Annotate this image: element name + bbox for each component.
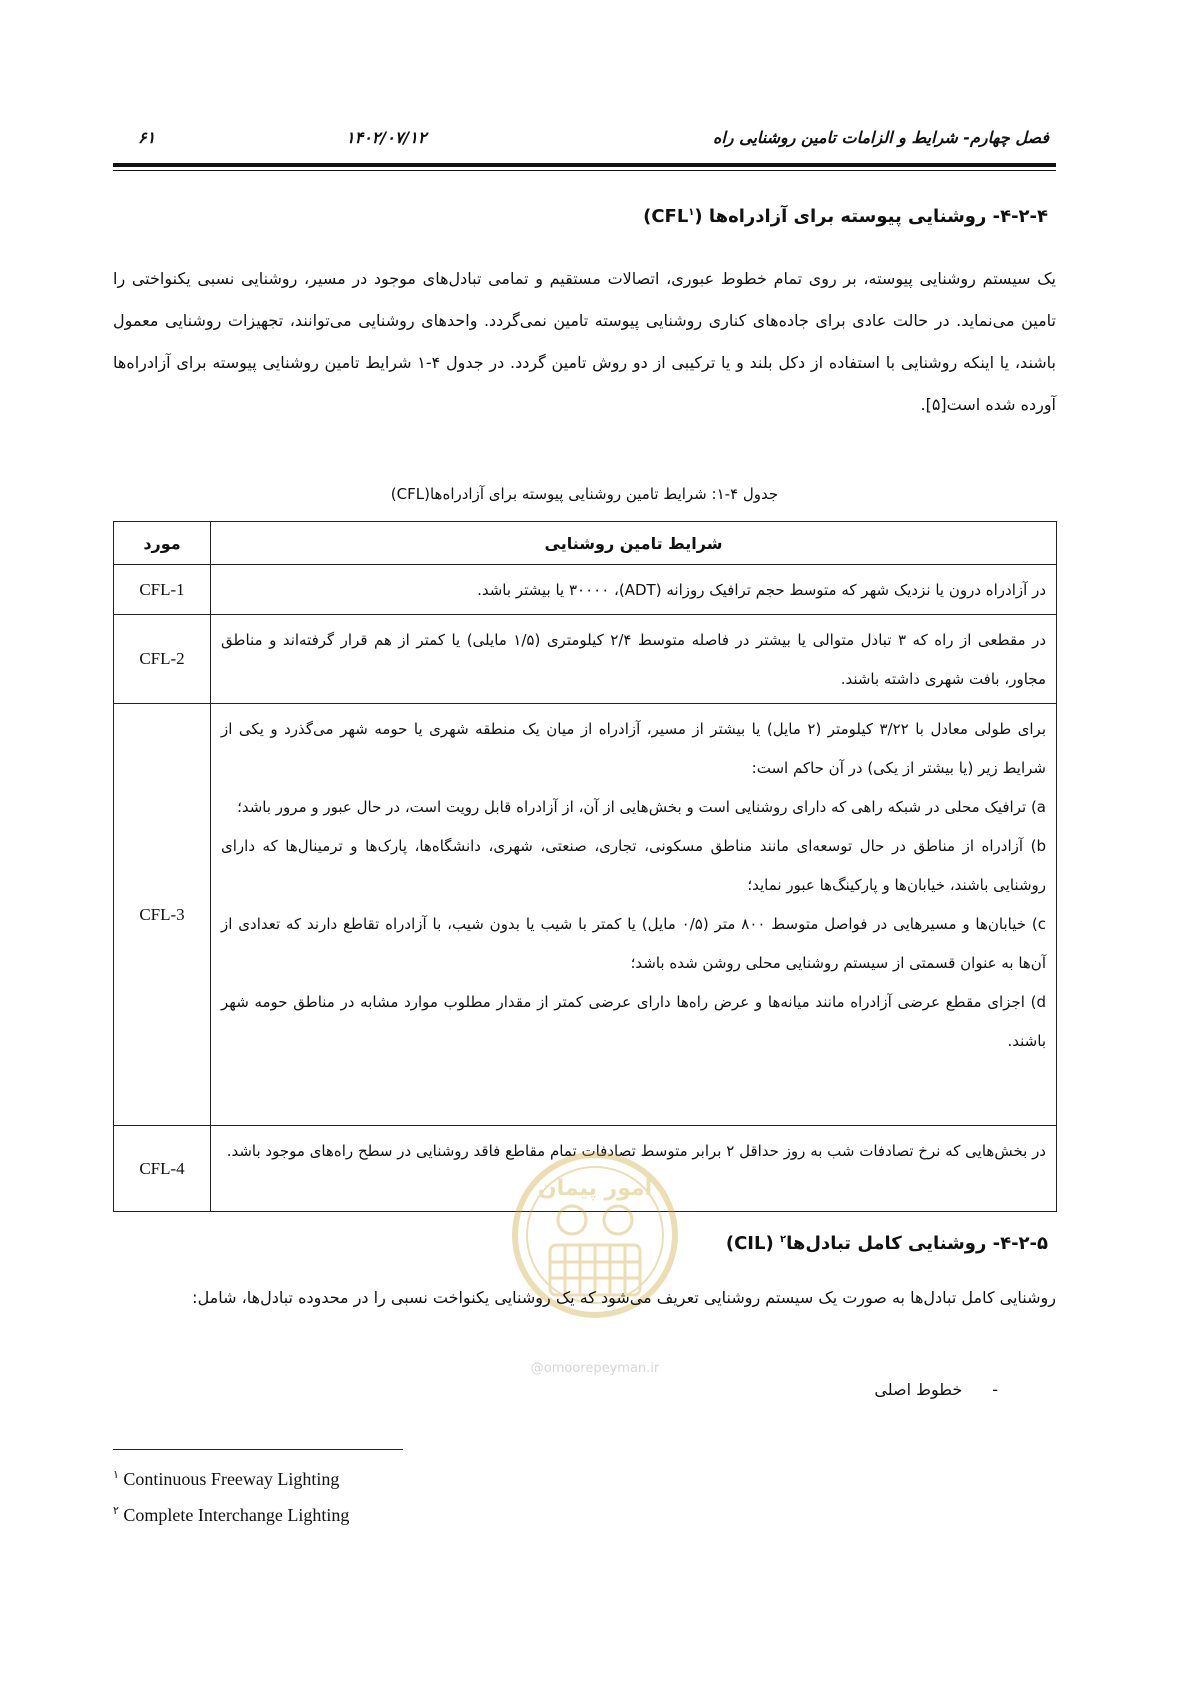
heading-abbrev: (CIL) (725, 1233, 774, 1254)
table-header-row (114, 522, 1057, 565)
section-paragraph-cfl: یک سیستم روشنایی پیوسته، بر روی تمام خطوط عبوری، اتصالات مستقیم و تمامی تبادل‌های موجود در مسیر، روشنایی نسبی یکنواختی را تامین می‌نماید. در حالت عادی برای جاده‌های کناری روشنایی پیوسته تامین نمی‌گردد. واحدهای روشنایی می‌توانند، تجهیزات روشنایی معمول باشند، یا اینکه روشنایی با استفاده از دکل بلند و یا ترکیبی از دو روش تامین گردد. در جدول ۴-۱ شرایط تامین روشنایی پیوسته برای آزادراه‌ها آورده شده است[۵]. (113, 269, 1057, 414)
footnote-ref-2: ۲ (779, 1234, 787, 1245)
conditions-table (113, 521, 1057, 1212)
table-cell-condition: در بخش‌هایی که نرخ تصادفات شب به روز حداقل ۲ برابر متوسط تصادفات تمام مقاطع فاقد روشنایی در سطح راه‌های موجود باشد. (211, 1126, 1057, 1212)
section-heading-cfl (643, 206, 1048, 227)
header-rule-thin (113, 170, 1056, 171)
table-row (114, 565, 1057, 615)
footnote-1 (113, 1468, 339, 1490)
bullet-item (874, 1380, 998, 1399)
header-page-number: ۶۱ (138, 128, 156, 147)
table-cell-code: CFL-2 (114, 615, 211, 704)
watermark-url: @omoorepeyman.ir (530, 1361, 660, 1376)
footnote-2 (113, 1504, 349, 1526)
footnote-text: Complete Interchange Lighting (123, 1505, 350, 1525)
table-caption: جدول ۴-۱: شرایط تامین روشنایی پیوسته برای آزادراه‌ها(CFL) (390, 485, 779, 503)
table-header-item: مورد (114, 522, 211, 565)
footnote-text: Continuous Freeway Lighting (123, 1469, 340, 1489)
table-cell-condition: در آزادراه درون یا نزدیک شهر که متوسط حجم ترافیک روزانه (ADT)، ۳۰۰۰۰ یا بیشتر باشد. (211, 565, 1057, 615)
table-cell-intro: برای طولی معادل با ۳/۲۲ کیلومتر (۲ مایل) یا بیشتر از مسیر، آزادراه از میان یک منطقه شهری یا حومه شهر می‌گذرد و یکی از شرایط زیر (یا بیشتر از یکی) در آن حاکم است: (221, 720, 1046, 777)
heading-close-paren: ) (643, 206, 652, 227)
section-paragraph-cil: روشنایی کامل تبادل‌ها به صورت یک سیستم روشنایی تعریف می‌شود که یک روشنایی یکنواخت نسبی را در محدوده تبادل‌ها، شامل: (192, 1288, 1056, 1307)
table-cell-code: CFL-4 (114, 1126, 211, 1212)
header-date: ۱۴۰۲/۰۷/۱۲ (346, 128, 427, 147)
table-cell-condition: در مقطعی از راه که ۳ تبادل متوالی یا بیشتر در فاصله متوسط ۲/۴ کیلومتری (۱/۵ مایلی) یا کمتر از هم قرار گرفته‌اند و مناطق مجاور، بافت شهری داشته باشند. (211, 615, 1057, 704)
table-row (114, 615, 1057, 704)
table-cell-condition (211, 704, 1057, 1126)
watermark-seal-icon (500, 1150, 690, 1380)
header-rule-thick (113, 163, 1056, 167)
table-header-condition: شرایط تامین روشنایی (211, 522, 1057, 565)
watermark-title: امور پیمان (537, 1176, 653, 1201)
footnote-ref-1: ۱ (688, 207, 695, 218)
bullet-dash: - (992, 1380, 998, 1399)
section-heading-text: ۴-۲-۴- روشنایی پیوسته برای آزادراه‌ها (CFL (651, 206, 1048, 227)
list-item: c) خیابان‌ها و مسیرهایی در فواصل متوسط ۸۰۰ متر (۰/۵ مایل) یا کمتر با شیب یا بدون شیب، با آزادراه تقاطع دارند که تعدادی از آن‌ها به عنوان قسمتی از سیستم روشنایی محلی روشن شده باشد؛ (221, 915, 1047, 972)
table-row (114, 704, 1057, 1126)
header-chapter-title: فصل چهارم- شرایط و الزامات تامین روشنایی راه (712, 128, 1049, 147)
footnote-number: ۱ (113, 1469, 119, 1481)
footnote-number: ۲ (113, 1505, 119, 1517)
watermark-logo (500, 1150, 690, 1380)
section-heading-cil (726, 1233, 1048, 1254)
table-cell-code: CFL-1 (114, 565, 211, 615)
section-heading-text: ۴-۲-۵- روشنایی کامل تبادل‌ها (786, 1233, 1048, 1254)
bullet-text: خطوط اصلی (874, 1380, 963, 1399)
list-item: b) آزادراه از مناطق در حال توسعه‌ای مانند مناطق مسکونی، تجاری، صنعتی، شهری، دانشگاه‌ها، پارک‌ها و ترمینال‌ها که دارای روشنایی باشند، خیابان‌ها و پارکینگ‌ها عبور نماید؛ (221, 837, 1046, 894)
footnote-rule (113, 1449, 403, 1450)
list-item: d) اجزای مقطع عرضی آزادراه مانند میانه‌ها و عرض راه‌ها دارای عرضی کمتر از مقدار مطلوب موارد مشابه در مناطق حومه شهر باشند. (221, 993, 1046, 1050)
table-cell-code: CFL-3 (114, 704, 211, 1126)
list-item: a) ترافیک محلی در شبکه راهی که دارای روشنایی است و بخش‌هایی از آن، از آزادراه قابل رویت است، در حال عبور و مرور باشد؛ (237, 798, 1046, 816)
